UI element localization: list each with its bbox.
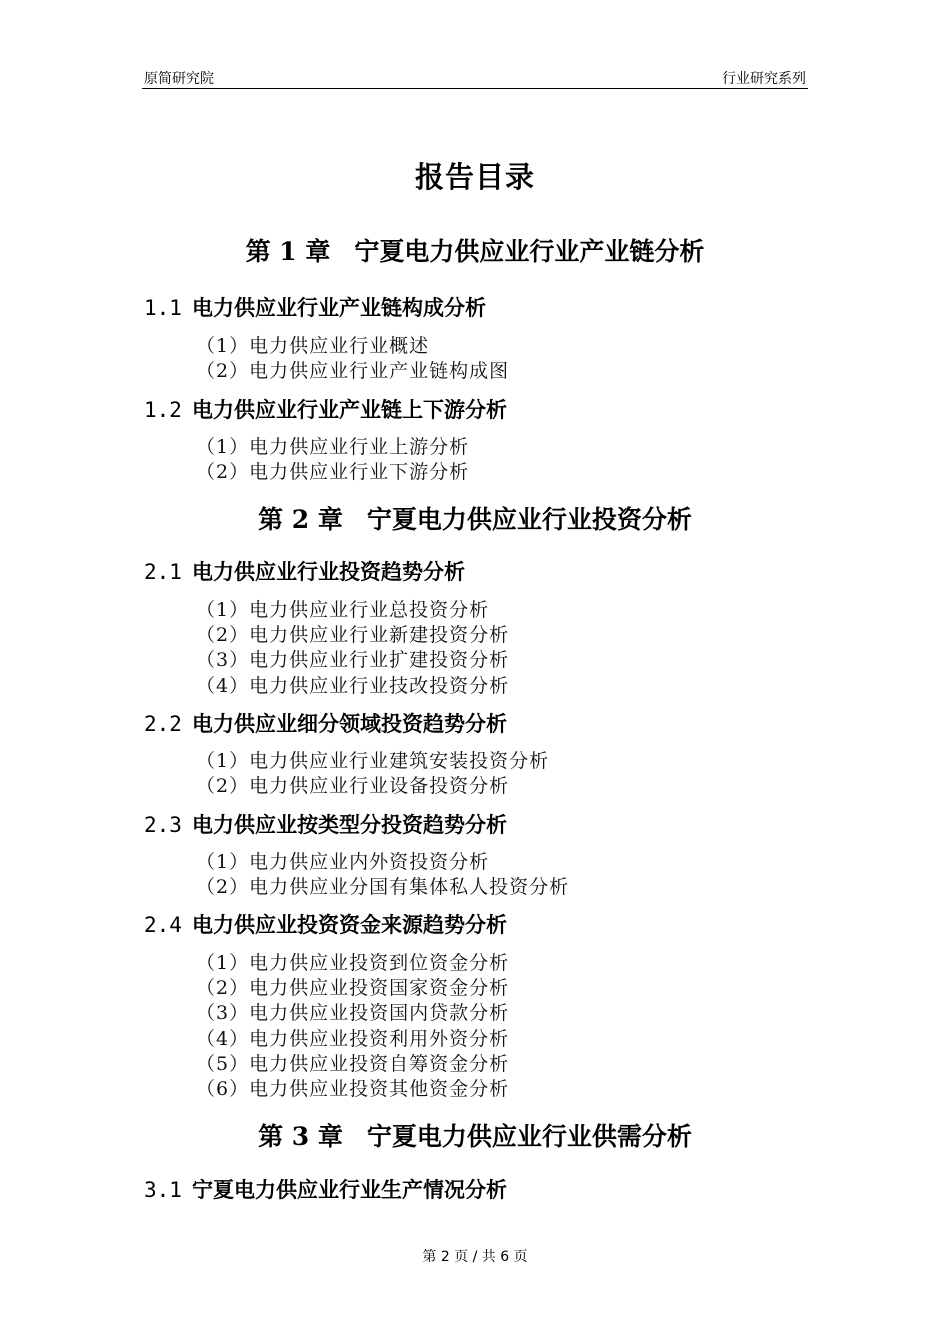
- section-title: 宁夏电力供应业行业生产情况分析: [192, 1177, 507, 1202]
- toc-item: （4）电力供应业投资利用外资分析: [196, 1028, 510, 1050]
- chapter-title: 宁夏电力供应业行业投资分析: [366, 505, 692, 534]
- chapter-title: 宁夏电力供应业行业供需分析: [366, 1122, 692, 1151]
- toc-item: （1）电力供应业投资到位资金分析: [196, 952, 510, 974]
- chapter-label: 第 3 章: [258, 1122, 343, 1151]
- page-title: 报告目录: [414, 160, 535, 194]
- toc-item: （5）电力供应业投资自筹资金分析: [196, 1053, 510, 1075]
- chapter-heading: [0, 232, 950, 268]
- section-title: 电力供应业行业投资趋势分析: [192, 559, 465, 584]
- section-number: 2.1: [144, 560, 182, 584]
- header-right: 行业研究系列: [722, 71, 806, 87]
- section-heading: [144, 909, 507, 939]
- section-heading: [144, 708, 507, 738]
- chapter-label: 第 1 章: [245, 237, 331, 266]
- toc-item: （6）电力供应业投资其他资金分析: [196, 1078, 510, 1100]
- section-title: 电力供应业按类型分投资趋势分析: [192, 812, 507, 837]
- chapter-title: 宁夏电力供应业行业产业链分析: [354, 237, 705, 266]
- toc-item: （2）电力供应业投资国家资金分析: [196, 977, 510, 999]
- toc-item: （1）电力供应业内外资投资分析: [196, 851, 490, 873]
- section-title: 电力供应业行业产业链上下游分析: [192, 397, 507, 422]
- chapter-label: 第 2 章: [258, 505, 343, 534]
- toc-item: （2）电力供应业分国有集体私人投资分析: [196, 876, 570, 898]
- chapter-heading: [0, 500, 950, 536]
- section-heading: [144, 394, 507, 424]
- section-number: 1.2: [144, 398, 182, 422]
- toc-item: （2）电力供应业行业新建投资分析: [196, 624, 510, 646]
- page-footer: 第 2 页 / 共 6 页: [422, 1249, 528, 1265]
- toc-item: （2）电力供应业行业下游分析: [196, 461, 470, 483]
- section-title: 电力供应业细分领域投资趋势分析: [192, 711, 507, 736]
- toc-item: （1）电力供应业行业上游分析: [196, 436, 470, 458]
- toc-item: （2）电力供应业行业设备投资分析: [196, 775, 510, 797]
- toc-item: （3）电力供应业投资国内贷款分析: [196, 1002, 510, 1024]
- chapter-heading: [0, 1117, 950, 1153]
- toc-item: （1）电力供应业行业概述: [196, 335, 430, 357]
- toc-item: （1）电力供应业行业总投资分析: [196, 599, 490, 621]
- section-number: 2.2: [144, 712, 182, 736]
- header-divider: [142, 88, 808, 89]
- section-heading: [144, 556, 465, 586]
- toc-item: （3）电力供应业行业扩建投资分析: [196, 649, 510, 671]
- section-heading: [144, 1174, 507, 1204]
- section-heading: [144, 809, 507, 839]
- toc-item: （4）电力供应业行业技改投资分析: [196, 675, 510, 697]
- section-title: 电力供应业行业产业链构成分析: [192, 295, 486, 320]
- section-number: 2.4: [144, 913, 182, 937]
- section-number: 1.1: [144, 296, 182, 320]
- section-number: 2.3: [144, 813, 182, 837]
- section-title: 电力供应业投资资金来源趋势分析: [192, 912, 507, 937]
- section-number: 3.1: [144, 1178, 182, 1202]
- toc-item: （2）电力供应业行业产业链构成图: [196, 360, 510, 382]
- toc-item: （1）电力供应业行业建筑安装投资分析: [196, 750, 550, 772]
- header-left: 原简研究院: [144, 71, 214, 87]
- section-heading: [144, 292, 486, 322]
